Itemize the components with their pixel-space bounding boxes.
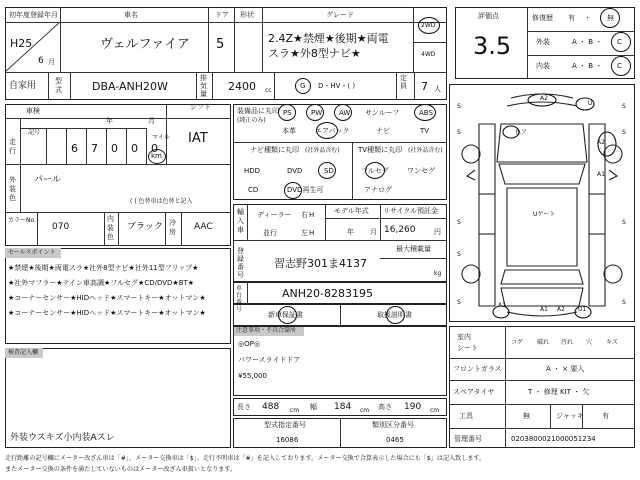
equip-sunroof: サンルーフ	[365, 109, 400, 117]
ac-label: 冷房	[169, 219, 176, 236]
dmg-a2-top: A2	[540, 95, 548, 102]
max-load-label: 最大積載量	[396, 245, 431, 253]
seat-opt-stain: 汚れ	[561, 339, 574, 346]
exterior-color-note: ( ) 色替車は色替と記入	[130, 198, 193, 205]
car-name-label: 車名	[124, 11, 138, 19]
mileage-digit-5: 0	[151, 142, 158, 155]
repair-dot: ・	[584, 14, 591, 22]
length-label: 長さ	[237, 403, 251, 411]
doc-warranty-circle	[278, 306, 297, 324]
dmg-ugate: Uゲート	[533, 211, 556, 218]
sales-point-line3: ★コーナーセンサー★HIDヘッド★スマートキー★オットマン★	[8, 294, 206, 302]
spare-tire-value: T ・ 修理 KIT ・ 欠	[528, 388, 590, 396]
diagram-s-7: S	[622, 129, 626, 136]
dmg-u1-bot: U1	[578, 306, 587, 313]
jack-value: 有	[602, 412, 609, 420]
seat-opt-burn: コゲ	[511, 339, 524, 346]
recycle-label: リサイクル預託金	[383, 207, 439, 215]
length-value: 488	[262, 402, 280, 412]
remarks-line1: ◎OP◎	[238, 340, 260, 348]
interior-grade-label: 内装	[536, 62, 550, 70]
displacement-label: 排気量	[200, 74, 207, 98]
tv-fullseg-circle	[365, 162, 385, 179]
navi-sd-circle	[318, 162, 336, 179]
displacement-value: 2400	[228, 80, 256, 93]
chassis-number: ANH20-8283195	[282, 287, 373, 300]
import-left: 左	[301, 229, 308, 237]
recycle-unit: 円	[434, 228, 441, 236]
doc-warranty: 新車保証書	[268, 311, 303, 319]
reg-era: H25	[10, 37, 33, 50]
equip-abs-circle	[414, 104, 436, 121]
navi-hdd: HDD	[244, 167, 261, 175]
seat-opt-scratch: キズ	[606, 339, 618, 346]
repair-yes: 有	[568, 14, 575, 22]
remarks-label: 注意事項・不具合箇所	[236, 327, 297, 334]
door-count: 5	[216, 37, 225, 52]
fuel-gas: G	[300, 82, 306, 90]
door-label: ドア	[215, 11, 229, 19]
equipment-label: 装備品に丸印	[237, 107, 279, 115]
recycle-value: 16,260	[384, 225, 416, 235]
sales-point-label: セールスポイント	[8, 249, 56, 256]
mileage-digit-2: 7	[91, 142, 98, 155]
height-unit: cm	[430, 407, 440, 414]
import-left-h: H	[309, 229, 315, 237]
navi-dvd: DVD	[287, 167, 303, 175]
car-name: ヴェルファイア	[100, 37, 190, 52]
interior-seat-label1: 室内	[457, 333, 471, 341]
model-year-label: モデル年式	[334, 207, 369, 215]
repair-no-circle	[600, 8, 620, 28]
max-load-unit: kg	[434, 270, 442, 277]
height-value: 190	[404, 402, 422, 412]
navi-type-title: ナビ種類に丸印	[250, 146, 299, 154]
import-parallel: 並行	[263, 229, 277, 237]
mileage-digit-4: 0	[131, 142, 138, 155]
tv-analog: アナログ	[364, 186, 392, 194]
diagram-s-2: S	[457, 129, 461, 136]
first-reg-label: 初年度登録年月	[9, 11, 58, 19]
equip-aw: AW	[339, 109, 351, 117]
shape-label: 形状	[240, 11, 254, 19]
equip-navi: ナビ	[376, 127, 390, 135]
length-unit: cm	[290, 407, 300, 414]
reg-month-unit: 月	[48, 58, 55, 66]
grade-line1: 2.4Z★禁煙★後期★両電	[268, 32, 389, 45]
fuel-gas-circle	[295, 78, 311, 94]
mileage-unit-mile: マイル	[152, 134, 170, 141]
mileage-digit-3: 0	[111, 142, 118, 155]
width-label: 幅	[310, 403, 317, 411]
car-diagram	[449, 84, 635, 322]
mileage-side-label: 走行	[9, 138, 16, 155]
footnote-line2: またメーター交換の条件を満たしていないものはメーター改ざん車扱いとなります。	[5, 466, 237, 473]
navi-dvd-play-circle	[284, 182, 302, 199]
model-year-year: 年	[347, 228, 354, 236]
type-no-value: 16086	[276, 436, 299, 444]
shift-value: IAT	[188, 131, 208, 146]
equip-ps-circle	[278, 104, 296, 121]
inspector-note: 外装ウスキズ小内装Aスレ	[10, 433, 115, 443]
drive-4wd: 4WD	[421, 51, 436, 58]
ac-value: AAC	[194, 222, 213, 232]
exterior-grade-options: A ・ B ・	[572, 38, 603, 46]
capacity-value: 7	[421, 80, 428, 93]
jack-label: ジャッキ	[556, 412, 584, 420]
inspection-month: 月	[148, 117, 155, 125]
dmg-a2-bot: A2	[557, 306, 565, 313]
navi-type-note: (社外品含む)	[305, 147, 340, 154]
tools-value: 無	[523, 412, 530, 420]
color-no: 070	[52, 222, 70, 232]
model-code: DBA-ANH20W	[92, 80, 168, 93]
import-right-h: H	[309, 211, 315, 219]
mileage-note-label: 記号	[28, 129, 41, 136]
interior-grade-circle	[611, 56, 631, 76]
sales-point-line2: ★社外マフラー★テイン車高調★フルセグ★CD/DVD★BT★	[8, 279, 195, 287]
diagram-s-3: S	[457, 219, 461, 226]
chassis-side-label: 車台番号	[236, 285, 243, 313]
capacity-label: 定員	[400, 74, 407, 90]
dmg-paint: 色ア	[515, 129, 528, 136]
displacement-unit: cc	[265, 87, 272, 94]
navi-sd: SD	[324, 167, 334, 175]
drive-2wd-circle	[418, 17, 440, 34]
mileage-km-circle	[148, 149, 166, 164]
reg-diagonal	[5, 22, 60, 72]
grade-line2: スラ★外8型ナビ★	[268, 47, 361, 60]
doc-manual: 取扱説明書	[377, 311, 412, 319]
equip-airbag-circle	[316, 122, 338, 139]
tools-label: 工具	[459, 412, 473, 420]
score-label: 評価点	[478, 12, 499, 20]
equip-pw: PW	[311, 109, 323, 117]
tv-type-note: (社外品含む)	[408, 147, 443, 154]
navi-cd: CD	[248, 186, 259, 194]
equip-pw-circle	[306, 104, 324, 121]
interior-grade-selected: C	[617, 62, 622, 70]
diagram-s-4: S	[457, 251, 461, 258]
exterior-grade-label: 外装	[536, 38, 550, 46]
interior-grade-options: A ・ B ・	[572, 62, 603, 70]
dmg-a1-bot: A1	[540, 306, 548, 313]
diagram-s-1: S	[457, 103, 461, 110]
grade-label: グレード	[326, 11, 354, 19]
exterior-color-side-label: 外装色	[9, 176, 16, 202]
dmg-a1-bl: A1	[498, 302, 506, 309]
color-no-label: カラーNo.	[8, 217, 36, 224]
equip-ps: PS	[283, 109, 292, 117]
sales-point-line4: ★コーナーセンサー★HIDヘッド★スマートキー★オットマン★	[8, 309, 206, 317]
tv-oneseg: ワンセグ	[407, 167, 435, 175]
shift-label: シフト	[190, 103, 211, 111]
windshield-value: A ・ × 要入	[546, 365, 585, 373]
navi-dvd-play: DVD再生可	[287, 186, 324, 194]
equip-aw-circle	[334, 104, 352, 121]
mileage-digit-1: 6	[71, 142, 78, 155]
diagram-s-5: S	[457, 299, 461, 306]
dmg-a1-right: A1	[597, 171, 605, 178]
type-no-label: 型式指定番号	[264, 421, 306, 429]
equip-abs: ABS	[419, 109, 433, 117]
remarks-line3: ¥55,000	[238, 372, 267, 380]
reg-month: 6	[38, 56, 44, 66]
model-year-month: 月	[370, 228, 377, 236]
score-value: 3.5	[473, 32, 512, 60]
mgmt-no-value: 0203800021000051234	[511, 435, 596, 443]
inspection-label: 車検	[26, 107, 40, 115]
repair-label: 修復歴	[532, 14, 553, 22]
usage-type: 自家用	[9, 81, 37, 91]
spare-tire-label: スペアタイヤ	[453, 388, 495, 396]
doc-manual-circle	[386, 306, 405, 324]
repair-no: 無	[607, 14, 614, 22]
drive-2wd: 2WD	[421, 22, 436, 29]
class-no-value: 0465	[386, 436, 404, 444]
diagram-s-8: S	[622, 219, 626, 226]
sales-point-line1: ★禁煙★後期★両電スラ★社外8型ナビ★社外11型フリップ★	[8, 264, 199, 272]
mgmt-no-label: 管理番号	[454, 435, 482, 443]
tv-fullseg: フルセグ	[361, 167, 389, 175]
tv-type-title: TV種類に丸印	[358, 146, 403, 154]
equip-airbag: エアバック	[315, 127, 350, 135]
diagram-s-6: S	[622, 103, 626, 110]
plate-number: 習志野301ま4137	[274, 257, 367, 270]
fuel-others: D・HV・( )	[318, 82, 356, 90]
exterior-grade-circle	[611, 32, 631, 52]
dmg-u-front: U	[588, 100, 593, 107]
footnote-line1: 走行距離の記号欄にメーター改ざん車は「#」、メーター交換車は「$」、走行不明車は「#」を記入しております。メーター交換で合算表示した場合にも「$」は記入致します。	[5, 455, 486, 462]
interior-seat-label2: シート	[457, 344, 478, 352]
inspector-label: 検査記入欄	[8, 349, 39, 356]
equip-tv: TV	[420, 127, 430, 135]
interior-color-label: 内装色	[107, 215, 114, 241]
capacity-unit: 人	[434, 85, 441, 93]
mileage-unit-km: km	[151, 152, 162, 160]
import-side: 輸入車	[237, 208, 244, 234]
model-label-a: 型	[55, 77, 62, 85]
vehicle-info-frame	[5, 7, 447, 100]
import-dealer: ディーラー	[257, 211, 292, 219]
width-value: 184	[334, 402, 352, 412]
exterior-grade-selected: C	[617, 38, 622, 46]
height-label: 高さ	[378, 403, 392, 411]
windshield-label: フロントガラス	[453, 365, 502, 373]
dmg-a2-right: A2	[597, 139, 605, 146]
remarks-line2: パワースライドドア	[238, 356, 301, 364]
import-right: 右	[301, 211, 308, 219]
class-no-label: 類別区分番号	[372, 421, 414, 429]
diagram-s-9: S	[622, 299, 626, 306]
interior-color: ブラック	[127, 222, 163, 232]
model-label-b: 式	[55, 86, 62, 94]
plate-side-label: 登録番号	[237, 247, 244, 279]
exterior-color: パール	[34, 175, 61, 185]
seat-opt-tear: 破れ	[537, 339, 550, 346]
equip-leather: 本革	[282, 127, 296, 135]
width-unit: cm	[360, 407, 370, 414]
inspection-year: 年	[106, 117, 113, 125]
equipment-sub: (純正のみ)	[237, 117, 266, 124]
seat-opt-hole: 穴	[586, 339, 593, 346]
